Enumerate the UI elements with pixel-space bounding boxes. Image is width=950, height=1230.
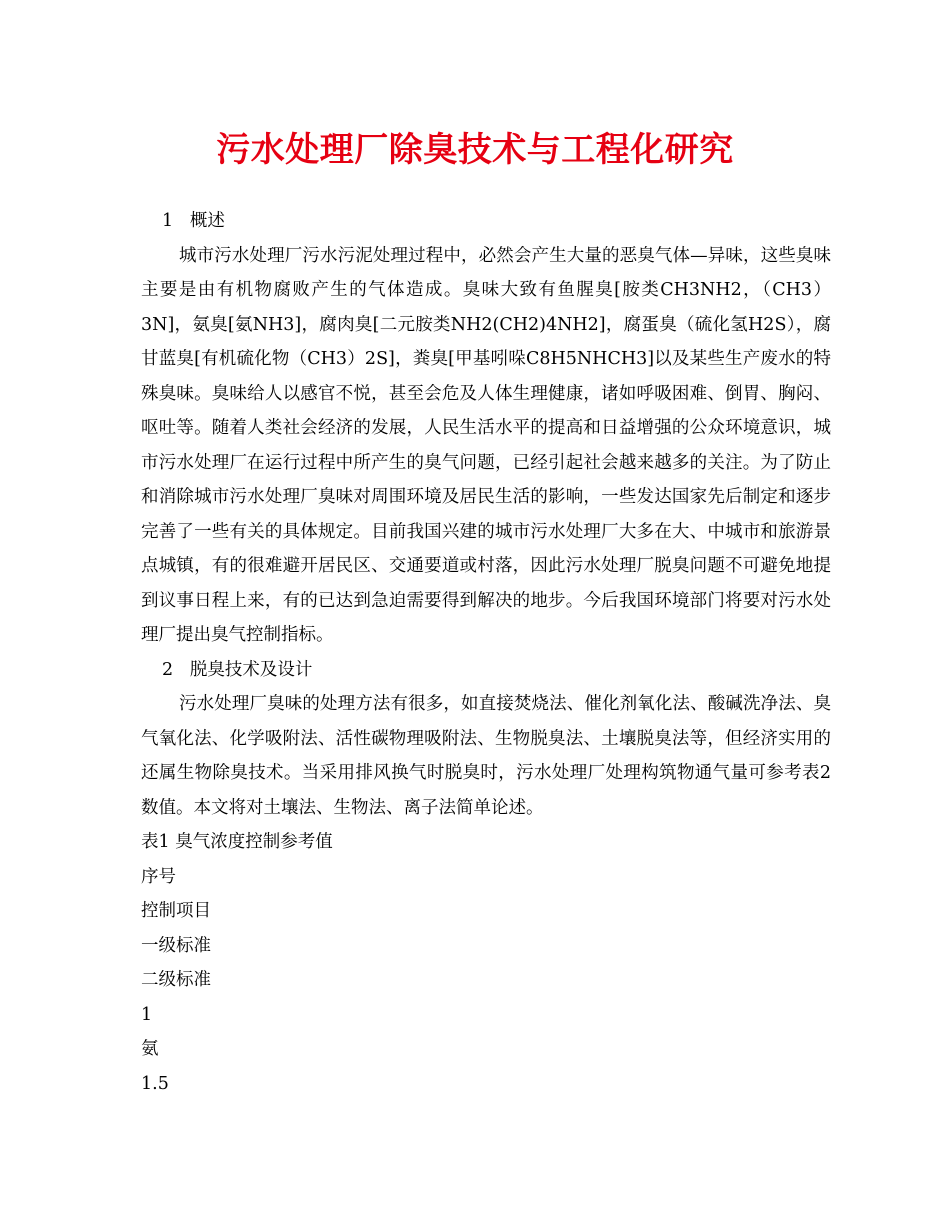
document-body [141,204,831,1101]
table-header-grade-2: 二级标准 [141,970,211,990]
section-heading-deodorization: 2 脱臭技术及设计 [162,659,313,680]
table-cell: 1 [141,1004,153,1025]
section-paragraph-overview: 城市污水处理厂污水污泥处理过程中，必然会产生大量的恶臭气体—异味，这些臭味主要是由有机物腐败产生的气体造成。臭味大致有鱼腥臭[胺类CH3NH2，（CH3）3N]，氨臭[氨NH3]，腐肉臭[二元胺类NH2(CH2)4NH2]，腐蛋臭（硫化氢H2S），腐甘蓝臭[有机硫化物（CH3）2S]，粪臭[甲基吲哚C8H5NHCH3]以及某些生产废水的特殊臭味。臭味给人以感官不悦，甚至会危及人体生理健康，诸如呼吸困难、倒胃、胸闷、呕吐等。随着人类社会经济的发展，人民生活水平的提高和日益增强的公众环境意识，城市污水处理厂在运行过程中所产生的臭气问题，已经引起社会越来越多的关注。为了防止和消除城市污水处理厂臭味对周围环境及居民生活的影响，一些发达国家先后制定和逐步完善了一些有关的具体规定。目前我国兴建的城市污水处理厂大多在大、中城市和旅游景点城镇，有的很难避开居民区、交通要道或村落，因此污水处理厂脱臭问题不可避免地提到议事日程上来，有的已达到急迫需要得到解决的地步。今后我国环境部门将要对污水处理厂提出臭气控制指标。 [141,245,831,645]
table-cell: 1.5 [141,1073,169,1094]
section-paragraph-deodorization: 污水处理厂臭味的处理方法有很多，如直接焚烧法、催化剂氧化法、酸碱洗净法、臭气氧化法、化学吸附法、活性碳物理吸附法、生物脱臭法、土壤脱臭法等，但经济实用的还属生物除臭技术。当采用排风换气时脱臭时，污水处理厂处理构筑物通气量可参考表2数值。本文将对土壤法、生物法、离子法简单论述。 [141,694,831,818]
table-header-index: 序号 [141,866,176,887]
section-heading-overview: 1 概述 [162,211,225,231]
table-caption: 表1 臭气浓度控制参考值 [141,832,333,852]
table-header-grade-1: 一级标准 [141,935,211,956]
document-title: 污水处理厂除臭技术与工程化研究 [216,130,734,170]
table-cell: 氨 [141,1039,159,1059]
table-header-item: 控制项目 [141,901,211,921]
